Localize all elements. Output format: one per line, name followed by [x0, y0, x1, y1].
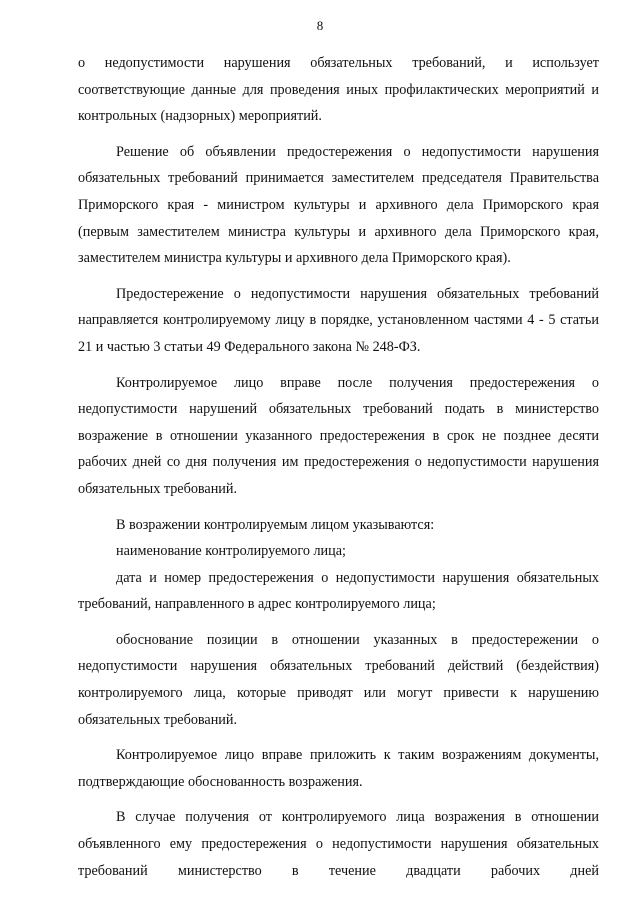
paragraph-objection-review: В случае получения от контролируемого лица возражения в отношении объявленного ему предостережения о недопустимости нарушения обязательных требований министерство в течение двадцати рабочих дней	[78, 809, 599, 879]
paragraph-decision: Решение об объявлении предостережения о недопустимости нарушения обязательных требований принимается заместителем председателя Правительства Приморского края - министром культуры и архивного дела Приморского края (первым заместителем министра культуры и архивного дела Приморского края, заместителем министра культуры и архивного дела Приморского края).	[78, 143, 599, 267]
paragraph-attachments: Контролируемое лицо вправе приложить к таким возражениям документы, подтверждающие обоснованность возражения.	[78, 747, 599, 790]
paragraph-objection-contents-intro: В возражении контролируемым лицом указываются:	[116, 516, 435, 533]
document-body	[78, 50, 599, 884]
list-item-justification: обоснование позиции в отношении указанных в предостережении о недопустимости нарушения обязательных требований действий (бездействия) контролируемого лица, которые приводят или могут привести к нарушению обязательных требований.	[78, 631, 599, 728]
page-number: 8	[316, 18, 324, 33]
paragraph-continued: о недопустимости нарушения обязательных требований, и использует соответствующие данные для проведения иных профилактических мероприятий и контрольных (надзорных) мероприятий.	[78, 55, 599, 125]
list-item-date-number: дата и номер предостережения о недопустимости нарушения обязательных требований, направленного в адрес контролируемого лица;	[78, 569, 599, 613]
paragraph-objection-right: Контролируемое лицо вправе после получения предостережения о недопустимости нарушений обязательных требований подать в министерство возражение в отношении указанного предостережения в срок не позднее десяти рабочих дней со дня получения им предостережения о недопустимости нарушения обязательных требований.	[78, 374, 599, 497]
paragraph-delivery: Предостережение о недопустимости нарушения обязательных требований направляется контролируемому лицу в порядке, установленном частями 4 - 5 статьи 21 и частью 3 статьи 49 Федерального закона № 248-ФЗ.	[78, 285, 599, 355]
list-item-entity-name: наименование контролируемого лица;	[116, 543, 346, 560]
